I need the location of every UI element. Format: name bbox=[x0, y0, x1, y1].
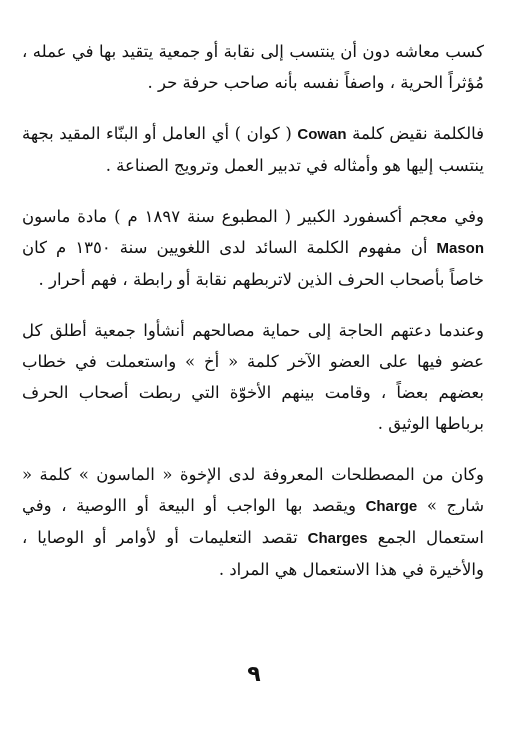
paragraph-text: تقصد التعليمات أو لأوامر أو الوصايا ، والأخيرة في هذا الاستعمال هي المراد . bbox=[22, 528, 484, 579]
paragraph-2 bbox=[22, 118, 484, 181]
latin-term-mason: Mason bbox=[436, 240, 484, 257]
paragraph-1 bbox=[22, 36, 484, 98]
paragraph-text: كسب معاشه دون أن ينتسب إلى نقابة أو جمعية يتقيد بها في عمله ، مُؤثراً الحرية ، واصفاً نفسه بأنه صاحب حرفة حر . bbox=[22, 42, 484, 92]
paragraph-text: وفي معجم أكسفورد الكبير ( المطبوع سنة ١٨٩٧ م ) مادة ماسون bbox=[22, 207, 484, 226]
paragraph-text: أن مفهوم الكلمة السائد لدى اللغويين سنة ١٣٥٠ م كان خاصاً بأصحاب الحرف الذين لاتربطهم نقابة أو رابطة ، فهم أحرار . bbox=[22, 238, 484, 289]
latin-term-charge: Charge bbox=[365, 498, 418, 515]
paragraph-4 bbox=[22, 315, 484, 439]
paragraph-text: ويقصد بها الواجب أو البيعة أو االوصية ، وفي استعمال الجمع bbox=[22, 496, 485, 547]
latin-term-cowan: Cowan bbox=[297, 126, 347, 143]
paragraph-5 bbox=[22, 459, 484, 585]
paragraph-text: ( كوان ) أي العامل أو البنّاء المقيد بجهة ينتسب إليها هو وأمثاله في تدبير العمل وترويج الصناعة . bbox=[22, 124, 484, 175]
paragraph-text: وكان من المصطلحات المعروفة لدى الإخوة « الماسون » كلمة « شارج » bbox=[22, 465, 485, 515]
page-number: ٩ bbox=[247, 662, 261, 687]
page-body bbox=[22, 36, 484, 605]
paragraph-3 bbox=[22, 201, 484, 295]
paragraph-text: وعندما دعتهم الحاجة إلى حماية مصالحهم أنشأوا جمعية أطلق كل عضو فيها على العضو الآخر كلمة « أخ » واستعملت في خطاب بعضهم بعضاً ، وقامت بينهم الأخوّة التي ربطت أصحاب الحرف برباطها الوثيق . bbox=[22, 321, 484, 433]
paragraph-text: فالكلمة نقيض كلمة bbox=[352, 124, 485, 143]
latin-term-charges: Charges bbox=[307, 530, 368, 547]
